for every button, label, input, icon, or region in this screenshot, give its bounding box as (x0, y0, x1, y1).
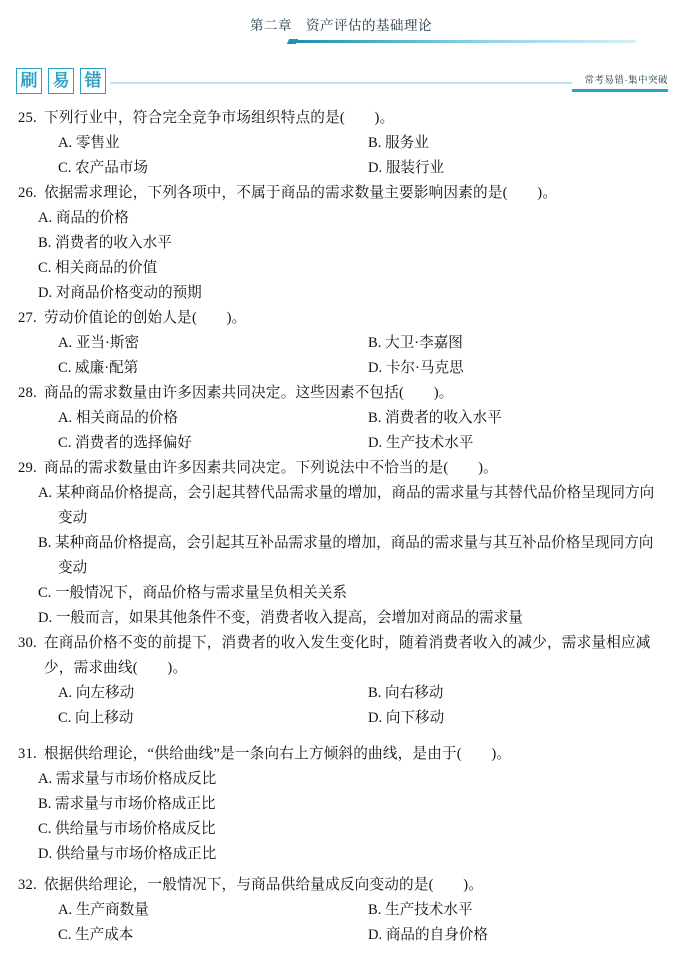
option-c[interactable] (38, 817, 664, 842)
question-28 (0, 381, 682, 456)
question-30 (0, 631, 682, 731)
option-a-label: A. 生产商数量 (58, 902, 149, 918)
question-32 (0, 873, 682, 948)
option-c[interactable] (44, 356, 354, 381)
option-b[interactable] (38, 792, 664, 817)
option-a[interactable] (38, 767, 664, 792)
option-c-label: C. 生产成本 (58, 927, 134, 943)
option-c[interactable] (44, 923, 354, 948)
question-stem (18, 381, 664, 406)
option-d-label: D. 供给量与市场价格成正比 (38, 846, 217, 862)
option-d[interactable] (354, 356, 664, 381)
question-text: 下列行业中，符合完全竞争市场组织特点的是( )。 (44, 110, 395, 126)
section-band (0, 68, 682, 106)
option-d[interactable] (354, 156, 664, 181)
option-b[interactable] (354, 131, 664, 156)
option-d-label: D. 服装行业 (368, 160, 445, 176)
question-number: 30. (18, 635, 37, 651)
option-a[interactable] (38, 206, 664, 231)
question-text: 商品的需求数量由许多因素共同决定。这些因素不包括( )。 (44, 385, 454, 401)
option-b-label: B. 某种商品价格提高，会引起其互补品需求量的增加，商品的需求量与其互补品价格呈现同方向变动 (38, 535, 654, 576)
question-number: 28. (18, 385, 37, 401)
question-text: 根据供给理论，“供给曲线”是一条向右上方倾斜的曲线，是由于( )。 (44, 746, 512, 762)
option-a[interactable] (44, 406, 354, 431)
question-number: 27. (18, 310, 37, 326)
options (18, 131, 664, 181)
option-a[interactable] (44, 681, 354, 706)
question-stem (18, 873, 664, 898)
option-b[interactable] (354, 406, 664, 431)
option-b-label: B. 服务业 (368, 135, 429, 151)
question-text: 商品的需求数量由许多因素共同决定。下列说法中不恰当的是( )。 (44, 460, 498, 476)
option-c-label: C. 一般情况下，商品价格与需求量呈负相关关系 (38, 585, 347, 601)
option-d-label: D. 对商品价格变动的预期 (38, 285, 202, 301)
option-a-label: A. 零售业 (58, 135, 120, 151)
option-d[interactable] (354, 923, 664, 948)
option-d-label: D. 卡尔·马克思 (368, 360, 464, 376)
options (18, 481, 664, 631)
option-d[interactable] (38, 606, 664, 631)
option-d-label: D. 生产技术水平 (368, 435, 474, 451)
option-a-label: A. 某种商品价格提高，会引起其替代品需求量的增加，商品的需求量与其替代品价格呈现同方向变动 (38, 485, 655, 526)
chapter-title: 第二章 资产评估的基础理论 (250, 18, 432, 33)
question-text: 在商品价格不变的前提下，消费者的收入发生变化时，随着消费者收入的减少，需求量相应减少，需求曲线( )。 (44, 635, 651, 676)
option-c[interactable] (44, 156, 354, 181)
question-25 (0, 106, 682, 181)
option-a-label: A. 商品的价格 (38, 210, 129, 226)
option-a[interactable] (44, 331, 354, 356)
question-26 (0, 181, 682, 306)
section-tag (572, 72, 668, 92)
option-c[interactable] (44, 706, 354, 731)
option-c-label: C. 向上移动 (58, 710, 134, 726)
band-char-3: 错 (80, 68, 106, 94)
option-d[interactable] (38, 842, 664, 867)
option-c[interactable] (38, 581, 664, 606)
question-stem (18, 631, 664, 681)
question-number: 29. (18, 460, 37, 476)
option-a-label: A. 向左移动 (58, 685, 135, 701)
options (18, 406, 664, 456)
option-b[interactable] (354, 681, 664, 706)
option-b[interactable] (354, 898, 664, 923)
option-d[interactable] (354, 706, 664, 731)
band-char-2: 易 (48, 68, 74, 94)
question-text: 依据供给理论，一般情况下，与商品供给量成反向变动的是( )。 (44, 877, 484, 893)
option-b[interactable] (38, 231, 664, 256)
options (18, 331, 664, 381)
option-d-label: D. 一般而言，如果其他条件不变，消费者收入提高，会增加对商品的需求量 (38, 610, 523, 626)
option-a[interactable] (44, 131, 354, 156)
questions-list (0, 106, 682, 948)
option-b-label: B. 消费者的收入水平 (368, 410, 502, 426)
question-31 (0, 742, 682, 867)
option-a[interactable] (38, 481, 664, 531)
section-band-chars (16, 68, 106, 94)
header-rule (296, 40, 636, 43)
option-a-label: A. 需求量与市场价格成反比 (38, 771, 217, 787)
option-c-label: C. 相关商品的价值 (38, 260, 158, 276)
question-stem (18, 106, 664, 131)
option-c-label: C. 农产品市场 (58, 160, 148, 176)
options (18, 767, 664, 867)
option-d-label: D. 向下移动 (368, 710, 445, 726)
question-29 (0, 456, 682, 631)
options (18, 206, 664, 306)
option-b-label: B. 生产技术水平 (368, 902, 473, 918)
question-text: 劳动价值论的创始人是( )。 (44, 310, 247, 326)
question-27 (0, 306, 682, 381)
option-b-label: B. 消费者的收入水平 (38, 235, 172, 251)
option-c-label: C. 威廉·配第 (58, 360, 139, 376)
option-a-label: A. 亚当·斯密 (58, 335, 140, 351)
band-char-1: 刷 (16, 68, 42, 94)
option-a-label: A. 相关商品的价格 (58, 410, 178, 426)
option-b-label: B. 向右移动 (368, 685, 444, 701)
question-number: 26. (18, 185, 37, 201)
options (18, 681, 664, 731)
option-c-label: C. 消费者的选择偏好 (58, 435, 192, 451)
option-d[interactable] (38, 281, 664, 306)
option-b[interactable] (38, 531, 664, 581)
option-d-label: D. 商品的自身价格 (368, 927, 488, 943)
section-tag-rule (572, 89, 668, 92)
page-header (0, 14, 682, 48)
question-number: 25. (18, 110, 37, 126)
option-a[interactable] (44, 898, 354, 923)
spacer (0, 731, 682, 742)
option-c[interactable] (38, 256, 664, 281)
option-c[interactable] (44, 431, 354, 456)
question-stem (18, 181, 664, 206)
section-tag-label: 常考易错·集中突破 (584, 75, 668, 86)
band-divider (110, 82, 572, 84)
option-c-label: C. 供给量与市场价格成反比 (38, 821, 216, 837)
option-b-label: B. 大卫·李嘉图 (368, 335, 463, 351)
option-b[interactable] (354, 331, 664, 356)
question-stem (18, 742, 664, 767)
question-stem (18, 306, 664, 331)
options (18, 898, 664, 948)
question-text: 依据需求理论，下列各项中，不属于商品的需求数量主要影响因素的是( )。 (44, 185, 558, 201)
question-number: 32. (18, 877, 37, 893)
option-d[interactable] (354, 431, 664, 456)
question-number: 31. (18, 746, 37, 762)
question-stem (18, 456, 664, 481)
option-b-label: B. 需求量与市场价格成正比 (38, 796, 216, 812)
